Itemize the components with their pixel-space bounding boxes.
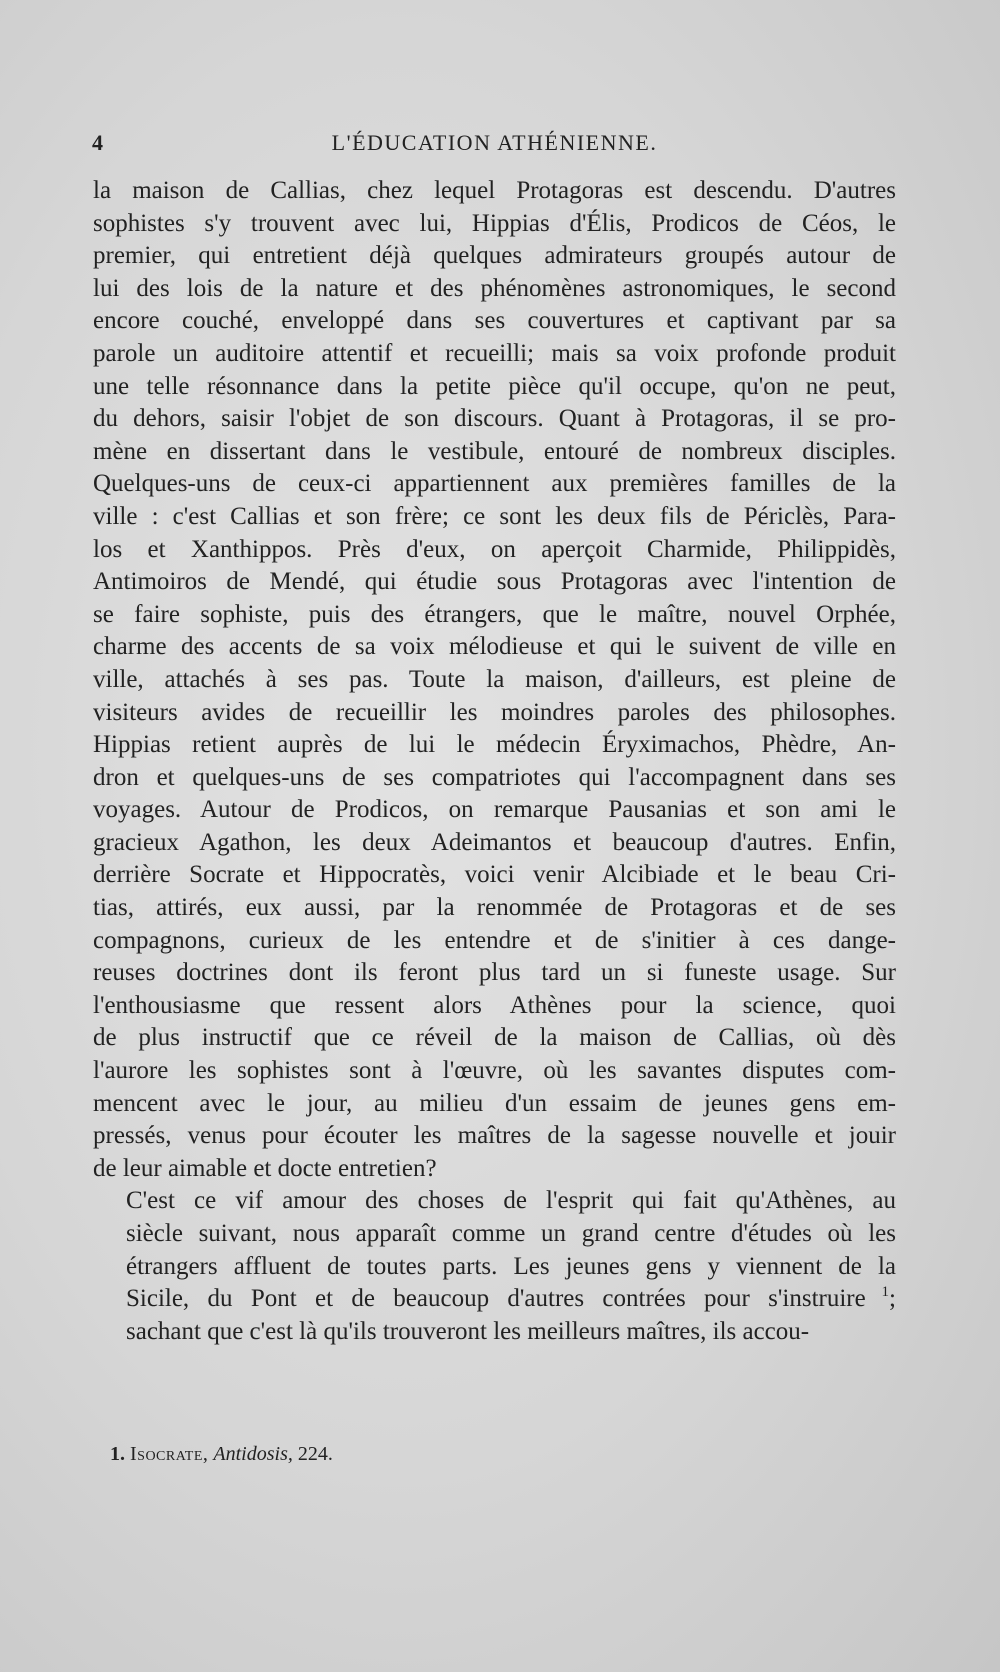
text-line: étrangers affluent de toutes parts. Les jeunes gens y viennent de la bbox=[126, 1252, 896, 1280]
text-line: se faire sophiste, puis des étrangers, que le maître, nouvel Orphée, bbox=[93, 600, 896, 628]
text-line: gracieux Agathon, les deux Adeimantos et beaucoup d'autres. Enfin, bbox=[93, 828, 896, 856]
text-line: C'est ce vif amour des choses de l'esprit qui fait qu'Athènes, au bbox=[126, 1187, 896, 1215]
text-line: lui des lois de la nature et des phénomènes astronomiques, le second bbox=[93, 274, 896, 302]
text-line: pressés, venus pour écouter les maîtres de la sagesse nouvelle et jouir bbox=[93, 1122, 896, 1150]
text-line: premier, qui entretient déjà quelques admirateurs groupés autour de bbox=[93, 242, 896, 270]
text-line: une telle résonnance dans la petite pièce qu'il occupe, qu'on ne peut, bbox=[93, 372, 896, 400]
text-line: voyages. Autour de Prodicos, on remarque Pausanias et son ami le bbox=[93, 796, 896, 824]
text-line: mencent avec le jour, au milieu d'un essaim de jeunes gens em- bbox=[93, 1089, 896, 1117]
text-line: derrière Socrate et Hippocratès, voici venir Alcibiade et le beau Cri- bbox=[93, 861, 896, 889]
text-line: l'aurore les sophistes sont à l'œuvre, où les savantes disputes com- bbox=[93, 1057, 896, 1085]
paragraph bbox=[93, 175, 896, 1185]
text-line: sachant que c'est là qu'ils trouveront les meilleurs maîtres, ils accou- bbox=[126, 1317, 810, 1345]
footnote-work: Antidosis, bbox=[213, 1443, 293, 1465]
text-line: la maison de Callias, chez lequel Protagoras est descendu. D'autres bbox=[93, 177, 896, 204]
text-line: du dehors, saisir l'objet de son discours. Quant à Protagoras, il se pro- bbox=[93, 405, 896, 433]
footnote-page: 224. bbox=[297, 1443, 333, 1465]
running-title: L'ÉDUCATION ATHÉNIENNE. bbox=[331, 130, 658, 155]
text-line: de leur aimable et docte entretien? bbox=[93, 1154, 437, 1182]
footnote bbox=[110, 1443, 333, 1466]
text-line: Sicile, du Pont et de beaucoup d'autres contrées pour s'instruire $^1$; bbox=[126, 1284, 896, 1313]
text-line: l'enthousiasme que ressent alors Athènes pour la science, quoi bbox=[93, 991, 896, 1019]
text-line: de plus instructif que ce réveil de la maison de Callias, où dès bbox=[93, 1024, 896, 1052]
text-line: visiteurs avides de recueillir les moindres paroles des philosophes. bbox=[93, 698, 896, 726]
text-line: siècle suivant, nous apparaît comme un grand centre d'études où les bbox=[126, 1220, 896, 1247]
text-line: parole un auditoire attentif et recueilli; mais sa voix profonde produit bbox=[93, 339, 896, 367]
body-text bbox=[93, 175, 896, 1348]
text-line: ville : c'est Callias et son frère; ce sont les deux fils de Périclès, Para- bbox=[93, 502, 896, 530]
text-line: sophistes s'y trouvent avec lui, Hippias d'Élis, Prodicos de Céos, le bbox=[93, 209, 896, 237]
text-line: los et Xanthippos. Près d'eux, on aperçoit Charmide, Philippidès, bbox=[93, 535, 896, 563]
text-line: Antimoiros de Mendé, qui étudie sous Protagoras avec l'intention de bbox=[93, 568, 896, 596]
page-number: 4 bbox=[92, 130, 105, 155]
footnote-number: 1. bbox=[110, 1443, 125, 1465]
text-line: charme des accents de sa voix mélodieuse et qui le suivent de ville en bbox=[93, 633, 896, 661]
footnote-reference: 1 bbox=[865, 1284, 890, 1301]
text-line: encore couché, enveloppé dans ses couvertures et captivant par sa bbox=[93, 307, 896, 335]
text-line: reuses doctrines dont ils feront plus tard un si funeste usage. Sur bbox=[93, 959, 896, 987]
text-line: ville, attachés à ses pas. Toute la maison, d'ailleurs, est pleine de bbox=[93, 665, 896, 693]
text-line: mène en dissertant dans le vestibule, entouré de nombreux disciples. bbox=[93, 437, 896, 465]
paragraph bbox=[93, 1185, 896, 1348]
footnote-reference-punctuation: ; bbox=[889, 1285, 896, 1313]
text-line: Quelques-uns de ceux-ci appartiennent aux premières familles de la bbox=[93, 470, 896, 498]
text-line: dron et quelques-uns de ses compatriotes qui l'accompagnent dans ses bbox=[93, 763, 896, 791]
text-line: Hippias retient auprès de lui le médecin Éryximachos, Phèdre, An- bbox=[93, 731, 896, 759]
running-head bbox=[92, 130, 897, 160]
text-line: compagnons, curieux de les entendre et de s'initier à ces dange- bbox=[93, 926, 896, 954]
text-line: tias, attirés, eux aussi, par la renommée de Protagoras et de ses bbox=[93, 894, 896, 922]
footnote-author: Isocrate, bbox=[130, 1443, 209, 1465]
